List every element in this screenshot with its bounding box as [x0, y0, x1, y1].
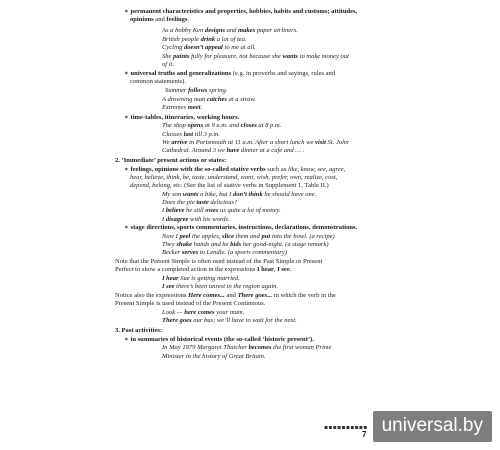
example-sentence: I disagree with his words. [162, 216, 230, 223]
note-paragraph: Notice also the expressions Here comes... and There goes... in which the verb in the [115, 292, 336, 299]
example-sentence: of it. [162, 61, 175, 68]
section-heading: 2. ‘Immediate’ present actions or states: [115, 157, 227, 164]
bullet-item: ∗ time-tables, itineraries, working hours. [124, 114, 240, 121]
section-heading: 3. Past activities: [115, 327, 163, 334]
example-sentence: There goes our bus; we’ll have to wait for the next. [162, 317, 297, 324]
example-sentence: A drowning man catches at a straw. [162, 96, 256, 103]
example-sentence: Summer follows spring. [165, 87, 228, 94]
bullet-item: ∗ feelings, opinions with the so-called stative verbs such as like, know, see, agree, [124, 166, 346, 173]
bullet-item: ∗ permanent characteristics and properties, hobbies, habits and customs; attitudes, [124, 8, 358, 15]
example-sentence: We arrive in Portsmouth at 11 a.m. After a short lunch we visit St. John [162, 139, 349, 146]
example-sentence: The shop opens at 9 a.m. and closes at 8 p.m. [162, 122, 282, 129]
example-sentence: She paints fully for pleasure, not because she wants to make money out [162, 53, 349, 60]
bullet-item: ∗ stage directions, sports commentaries, instructions, declarations, demonstrations. [124, 224, 358, 231]
example-sentence: Classes last till 3 p.m. [162, 131, 220, 138]
watermark-label: universal.by [373, 411, 492, 442]
example-sentence: British people drink a lot of tea. [162, 36, 247, 43]
page-number-ornament: ▪▪▪▪▪▪▪▪▪▪ [324, 424, 368, 431]
bullet-continuation: opinions and feelings. [130, 16, 190, 23]
example-sentence: Becker serves to Lendle. (a sports commentary) [162, 249, 287, 256]
page-number: 7 [362, 430, 367, 439]
example-sentence: Extremes meet. [162, 104, 203, 111]
example-sentence: They shake hands and he bids her good-night. (a stage remark) [162, 241, 329, 248]
example-sentence: Now I peel the apples, slice them and put into the bowl. (a recipe) [162, 233, 335, 240]
example-sentence: Minister in the history of Great Britain. [162, 353, 266, 360]
bullet-item: ∗ universal truths and generalizations (e.g. in proverbs and sayings, rules and [124, 70, 336, 77]
example-sentence: Cathedral. Around 3 we have dinner at a cafe and … . [162, 147, 305, 154]
bullet-item: ∗ in summaries of historical events (the so-called ‘historic present’). [124, 336, 314, 343]
example-sentence: Does the pie taste delicious? [162, 199, 238, 206]
example-sentence: I believe he still owes us quite a lot of money. [162, 207, 281, 214]
example-sentence: In May 1979 Margaret Thatcher becomes the first woman Prime [162, 344, 332, 351]
note-paragraph: Note that the Present Simple is often used instead of the Past Simple or Present [115, 258, 323, 265]
example-sentence: I hear Sue is getting married. [162, 275, 240, 282]
example-sentence: Look — here comes your mum. [162, 309, 245, 316]
bullet-continuation: depend, belong, etc. (See the list of stative verbs in Supplement 1, Table II.) [130, 182, 329, 189]
example-sentence: I see there’s been unrest in the region again. [162, 283, 279, 290]
bullet-continuation: hear, believe, think, be, taste, understand, want, wish, prefer, own, realize, cost, [130, 174, 338, 181]
example-sentence: As a hobby Ken designs and makes paper airliners. [162, 27, 298, 34]
bullet-continuation: common statements). [130, 78, 187, 85]
note-paragraph: Present Simple is used instead of the Present Continuous. [115, 300, 266, 307]
example-sentence: My son wants a bike, but I don’t think he should have one. [162, 191, 317, 198]
example-sentence: Cycling doesn’t appeal to me at all. [162, 44, 256, 51]
note-paragraph: Perfect to show a completed action in the expressions I hear, I see. [115, 266, 292, 273]
